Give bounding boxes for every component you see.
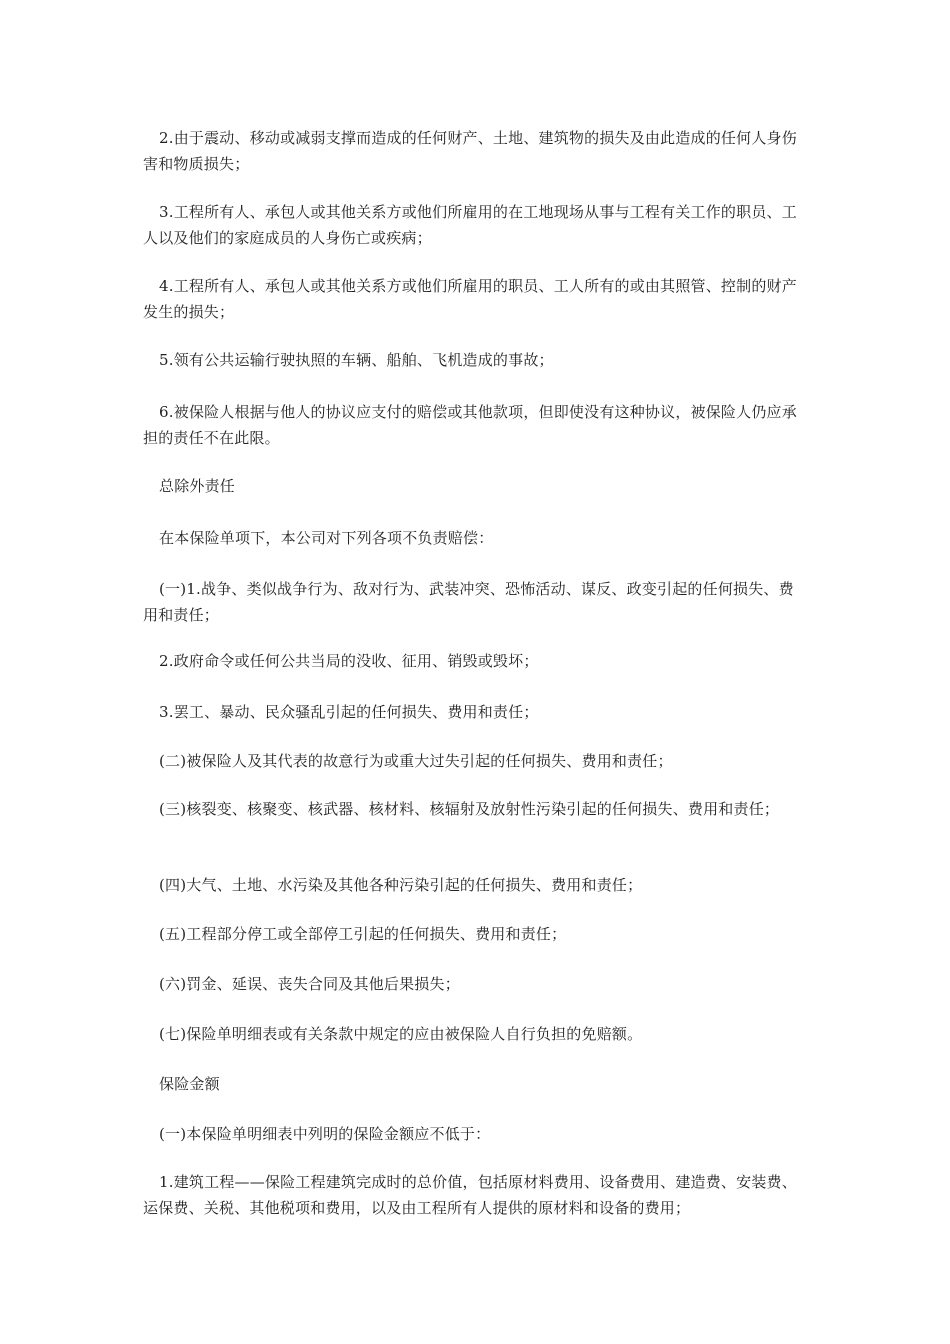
paragraph-clause-5: 5.领有公共运输行驶执照的车辆、船舶、飞机造成的事故；: [159, 351, 554, 369]
paragraph-exclusion-1-1: (一)1.战争、类似战争行为、敌对行为、武装冲突、恐怖活动、谋反、政变引起的任何损失、费用和责任；: [143, 580, 794, 624]
paragraph-sum-insured-1: 1.建筑工程——保险工程建筑完成时的总价值，包括原材料费用、设备费用、建造费、安装费、运保费、关税、其他税项和费用，以及由工程所有人提供的原材料和设备的费用；: [143, 1173, 797, 1217]
paragraph-exclusion-7: (七)保险单明细表或有关条款中规定的应由被保险人自行负担的免赔额。: [159, 1025, 643, 1043]
paragraph-clause-3: 3.工程所有人、承包人或其他关系方或他们所雇用的在工地现场从事与工程有关工作的职员、工人以及他们的家庭成员的人身伤亡或疾病；: [143, 203, 797, 247]
paragraph-exclusions-intro: 在本保险单项下，本公司对下列各项不负责赔偿：: [159, 529, 494, 547]
paragraph-clause-4: 4.工程所有人、承包人或其他关系方或他们所雇用的职员、工人所有的或由其照管、控制的财产发生的损失；: [143, 277, 797, 321]
paragraph-sum-insured-intro: (一)本保险单明细表中列明的保险金额应不低于：: [159, 1125, 491, 1143]
paragraph-clause-2: 2.由于震动、移动或减弱支撑而造成的任何财产、土地、建筑物的损失及由此造成的任何人身伤害和物质损失；: [143, 129, 797, 173]
paragraph-exclusion-5: (五)工程部分停工或全部停工引起的任何损失、费用和责任；: [159, 925, 567, 943]
paragraph-clause-6: 6.被保险人根据与他人的协议应支付的赔偿或其他款项，但即使没有这种协议，被保险人仍应承担的责任不在此限。: [143, 403, 797, 447]
paragraph-exclusion-6: (六)罚金、延误、丧失合同及其他后果损失；: [159, 975, 460, 993]
paragraph-exclusion-3: (三)核裂变、核聚变、核武器、核材料、核辐射及放射性污染引起的任何损失、费用和责任；: [159, 800, 780, 818]
paragraph-exclusion-1-2: 2.政府命令或任何公共当局的没收、征用、销毁或毁坏；: [159, 652, 539, 670]
paragraph-exclusion-4: (四)大气、土地、水污染及其他各种污染引起的任何损失、费用和责任；: [159, 876, 643, 894]
section-heading-general-exclusions: 总除外责任: [159, 477, 236, 495]
section-heading-sum-insured: 保险金额: [159, 1075, 220, 1093]
paragraph-exclusion-2: (二)被保险人及其代表的故意行为或重大过失引起的任何损失、费用和责任；: [159, 752, 673, 770]
paragraph-exclusion-1-3: 3.罢工、暴动、民众骚乱引起的任何损失、费用和责任；: [159, 703, 539, 721]
